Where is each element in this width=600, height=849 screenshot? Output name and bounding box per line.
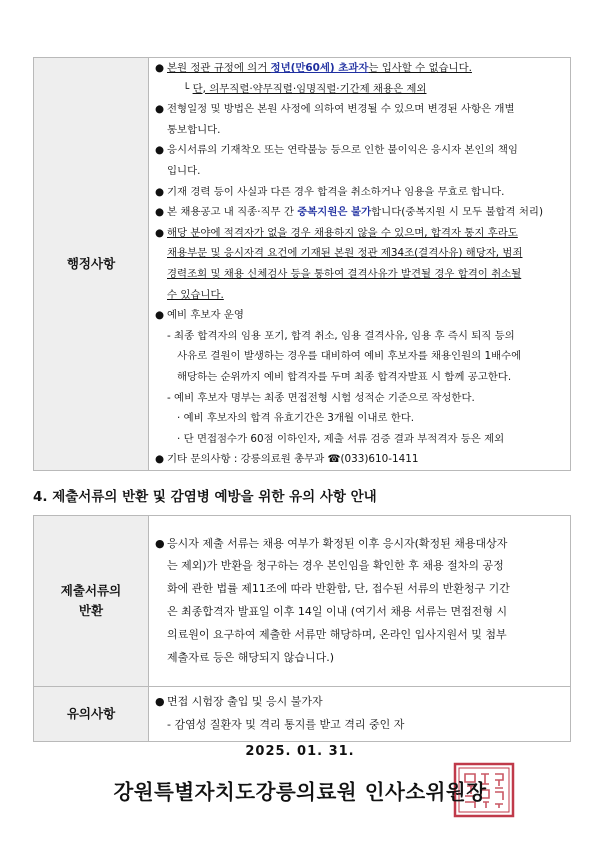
note-line: 통보합니다. xyxy=(167,123,221,136)
note-line: 입니다. xyxy=(167,164,201,177)
note-line: 사유로 결원이 발생하는 경우를 대비하여 예비 후보자를 채용인원의 1배수에 xyxy=(177,350,522,363)
section-4-heading: 4. 제출서류의 반환 및 감염병 예방을 위한 유의 사항 안내 xyxy=(33,489,377,505)
return-notice-table xyxy=(33,515,571,742)
return-line: 화에 관한 법률 제11조에 따라 반환함, 단, 접수된 서류의 반환청구 기간 xyxy=(167,582,510,596)
return-label: 제출서류의 반환 xyxy=(34,516,149,687)
note-line: └ 단, 의무직렬·약무직렬·임명직렬·기간제 채용은 제외 xyxy=(183,82,427,95)
note-line: 채용부문 및 응시자격 요건에 기재된 본원 정관 제34조(결격사유) 해당자, 범죄 xyxy=(167,247,523,260)
issuer-signature-line: 강원특별자치도강릉의료원 인사소위원장 xyxy=(113,780,487,804)
return-content xyxy=(149,516,571,687)
admin-notes-content xyxy=(149,58,571,471)
notice-line: ● 면접 시험장 출입 및 응시 불가자 xyxy=(155,695,323,709)
note-line: ● 전형일정 및 방법은 본원 사정에 의하여 변경될 수 있으며 변경된 사항은 개별 xyxy=(155,103,515,116)
note-line: ● 본원 정관 규정에 의거 정년(만60세) 초과자는 입사할 수 없습니다. xyxy=(155,62,472,74)
note-line: · 단 면접점수가 60점 이하인자, 제출 서류 검증 결과 부적격자 등은 제외 xyxy=(177,432,505,445)
note-line: 경력조회 및 채용 신체검사 등을 통하여 결격사유가 발견될 경우 합격이 취소될 xyxy=(167,267,522,280)
note-line: ● 본 채용공고 내 직종·직무 간 중복지원은 불가합니다(중복지원 시 모두 불합격 처리) xyxy=(155,206,544,219)
document-date: 2025. 01. 31. xyxy=(245,744,355,759)
notice-label: 유의사항 xyxy=(34,687,149,742)
note-line: ● 응시서류의 기재착오 또는 연락불능 등으로 인한 불이익은 응시자 본인의 책임 xyxy=(155,144,518,157)
return-line: 는 제외)가 반환을 청구하는 경우 본인임을 확인한 후 채용 절차의 공정 xyxy=(167,559,504,573)
notice-line: - 감염성 질환자 및 격리 통지를 받고 격리 중인 자 xyxy=(167,718,405,731)
note-line: - 예비 후보자 명부는 최종 면접전형 시험 성적순 기준으로 작성한다. xyxy=(167,391,475,404)
return-line: ● 응시자 제출 서류는 채용 여부가 확정된 이후 응시자(확정된 채용대상자 xyxy=(155,536,508,550)
note-line: 해당하는 순위까지 예비 합격자를 두며 최종 합격자발표 시 함께 공고한다. xyxy=(177,370,512,383)
return-line: 의료원이 요구하여 제출한 서류만 해당하며, 온라인 입사지원서 및 첨부 xyxy=(167,627,507,641)
note-line: ● 예비 후보자 운영 xyxy=(155,309,244,322)
notice-content xyxy=(149,687,571,742)
admin-notes-label: 행정사항 xyxy=(34,58,149,471)
return-line: 은 최종합격자 발표일 이후 14일 이내 (여기서 채용 서류는 면접전형 시 xyxy=(167,605,508,618)
note-line: 수 있습니다. xyxy=(167,288,224,301)
return-line: 제출자료 등은 해당되지 않습니다.) xyxy=(167,650,335,664)
note-line: - 최종 합격자의 임용 포기, 합격 취소, 임용 결격사유, 임용 후 즉시 퇴직 등의 xyxy=(167,329,515,342)
admin-notes-table xyxy=(33,57,571,471)
note-line: · 예비 후보자의 합격 유효기간은 3개월 이내로 한다. xyxy=(177,412,415,425)
note-line: ● 기재 경력 등이 사실과 다른 경우 합격을 취소하거나 임용을 무효로 합니다. xyxy=(155,185,505,198)
note-line: ● 기타 문의사항 : 강릉의료원 총무과 ☎(033)610-1411 xyxy=(155,453,419,466)
note-line: ● 해당 분야에 적격자가 없을 경우 채용하지 않을 수 있으며, 합격자 통지 후라도 xyxy=(155,226,518,239)
